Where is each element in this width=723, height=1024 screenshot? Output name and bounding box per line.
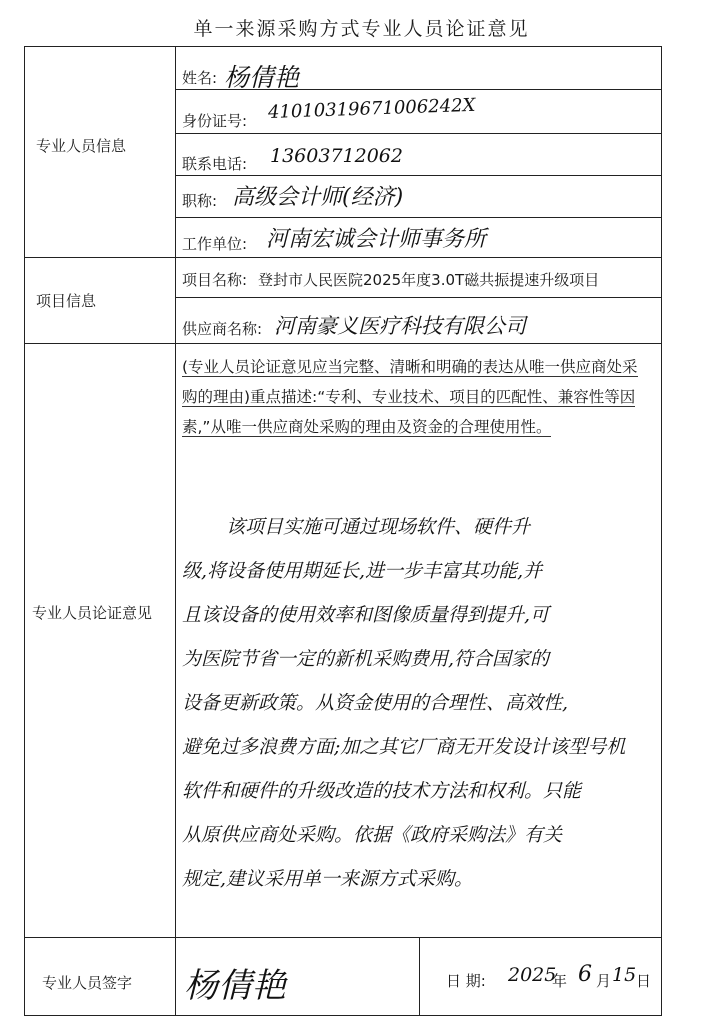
id-label: 身份证号: <box>182 112 248 130</box>
form-title: 单一来源采购方式专业人员论证意见 <box>193 18 530 40</box>
title-label: 职称: <box>182 192 218 210</box>
opinion-line: 从原供应商处采购。依据《政府采购法》有关 <box>182 824 563 846</box>
phone-label: 联系电话: <box>182 155 248 173</box>
divider-personnel-project <box>25 257 661 258</box>
opinion-line: 为医院节省一定的新机采购费用,符合国家的 <box>182 648 550 670</box>
project-name-label: 项目名称: <box>182 271 248 289</box>
column-divider <box>175 47 176 1015</box>
date-month: 6 <box>578 962 592 987</box>
name-label: 姓名: <box>182 69 218 87</box>
id-value: 41010319671006242X <box>267 94 476 123</box>
row-divider <box>175 297 661 298</box>
divider-opinion-signature <box>25 937 661 938</box>
title-value: 高级会计师(经济) <box>232 185 404 210</box>
opinion-line: 该项目实施可通过现场软件、硬件升 <box>226 516 531 538</box>
opinion-line: 级,将设备使用期延长,进一步丰富其功能,并 <box>182 560 543 582</box>
supplier-value: 河南豪义医疗科技有限公司 <box>274 314 526 338</box>
date-day: 15 <box>612 964 637 986</box>
date-month-unit: 月 <box>596 972 612 990</box>
row-divider <box>175 133 661 134</box>
section-label-opinion: 专业人员论证意见 <box>32 604 153 622</box>
section-label-project: 项目信息 <box>36 292 97 310</box>
opinion-instruction <box>182 352 652 442</box>
row-divider <box>175 175 661 176</box>
employer-value: 河南宏诚会计师事务所 <box>266 227 487 252</box>
opinion-text <box>182 505 658 901</box>
opinion-line: 避免过多浪费方面;加之其它厂商无开发设计该型号机 <box>182 736 626 758</box>
opinion-line: 软件和硬件的升级改造的技术方法和权利。只能 <box>182 780 582 802</box>
signature-value: 杨倩艳 <box>184 966 286 1006</box>
row-divider <box>175 217 661 218</box>
date-label: 日 期: <box>446 972 486 990</box>
opinion-line: 设备更新政策。从资金使用的合理性、高效性, <box>182 692 569 714</box>
divider-project-opinion <box>25 343 661 344</box>
opinion-line: 规定,建议采用单一来源方式采购。 <box>182 868 474 890</box>
section-label-signature: 专业人员签字 <box>42 974 133 992</box>
opinion-line: 且该设备的使用效率和图像质量得到提升,可 <box>182 604 550 626</box>
section-label-personnel: 专业人员信息 <box>36 137 127 155</box>
supplier-label: 供应商名称: <box>182 320 263 338</box>
date-year-unit: 年 <box>552 972 568 990</box>
signature-date-divider <box>419 937 420 1015</box>
phone-value: 13603712062 <box>270 145 403 167</box>
opinion-instruction-text: (专业人员论证意见应当完整、清晰和明确的表达从唯一供应商处采购的理由)重点描述:“专利、专业技术、项目的匹配性、兼容性等因素,”从唯一供应商处采购的理由及资金的合理使用性。 <box>182 358 638 436</box>
date-day-unit: 日 <box>636 972 652 990</box>
project-name-value: 登封市人民医院2025年度3.0T磁共振提速升级项目 <box>258 271 600 289</box>
employer-label: 工作单位: <box>182 235 248 253</box>
name-value: 杨倩艳 <box>224 63 300 92</box>
date-year: 2025 <box>508 964 557 986</box>
